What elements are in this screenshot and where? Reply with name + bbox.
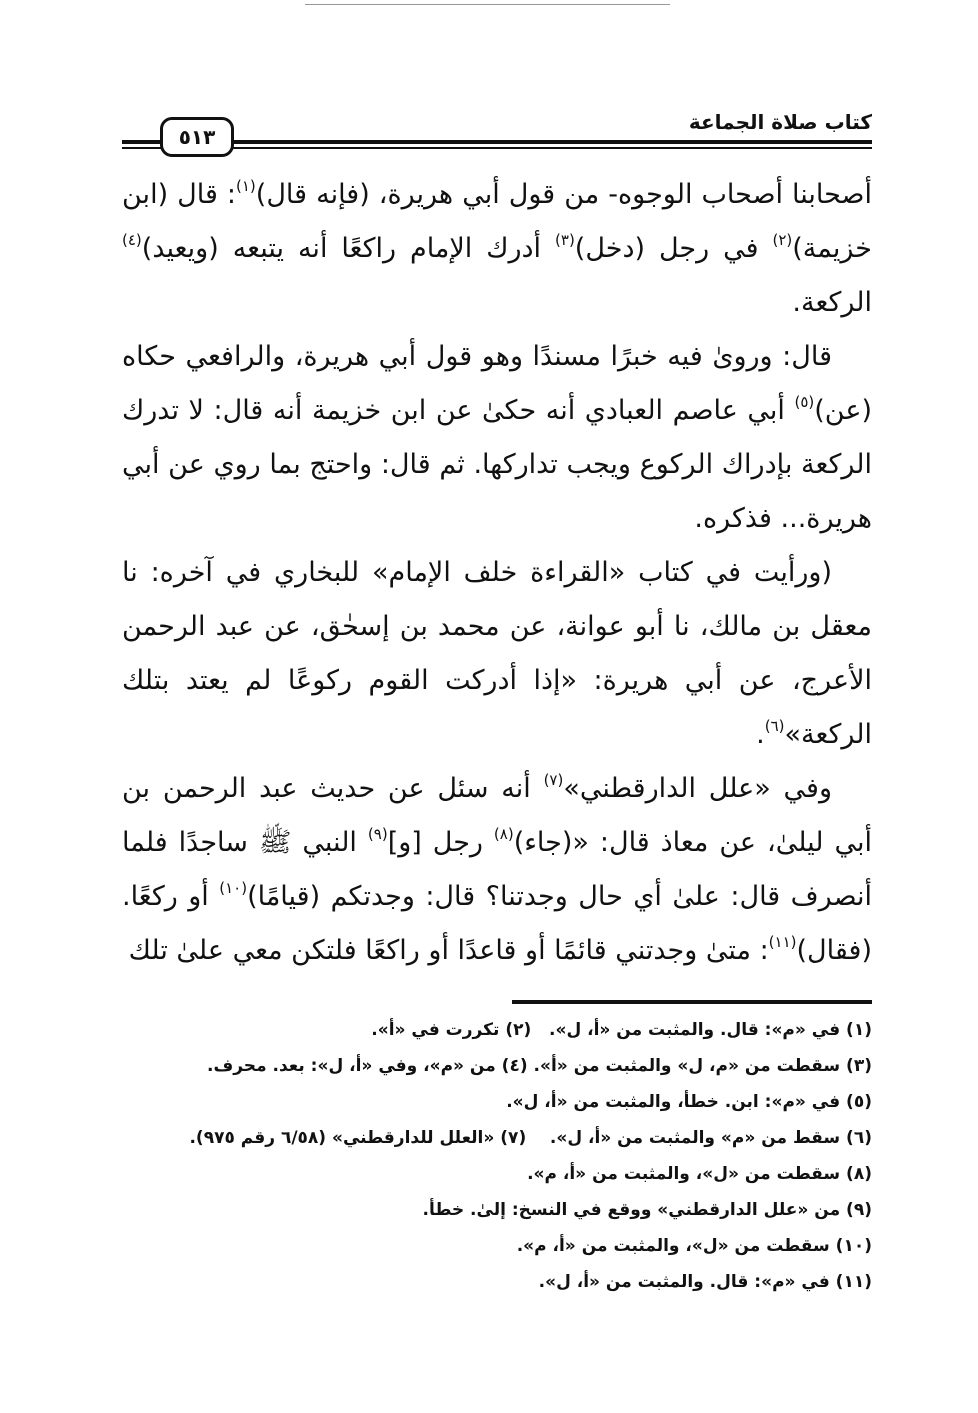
footnote: (١٠) سقطت من «ل»، والمثبت من «أ، م». bbox=[516, 1236, 872, 1256]
footnote: (١) في «م»: قال. والمثبت من «أ، ل». (٢) تكررت في «أ». bbox=[371, 1020, 872, 1040]
text-segment: أدرك الإمام راكعًا أنه يتبعه (ويعيد) bbox=[141, 233, 556, 264]
text-segment: أصحابنا أصحاب الوجوه- من قول أبي هريرة، (فإنه قال) bbox=[255, 179, 872, 210]
footnotes bbox=[122, 1012, 872, 1300]
paragraph bbox=[122, 546, 872, 762]
footnote: (٥) في «م»: ابن. خطأ، والمثبت من «أ، ل». bbox=[506, 1092, 872, 1112]
footnote-ref: (١٠) bbox=[219, 879, 248, 897]
text-segment: : قال (ابن خزيمة) bbox=[122, 179, 872, 264]
footnote: (٩) من «علل الدارقطني» ووقع في النسخ: إلىٰ. خطأ. bbox=[422, 1200, 872, 1220]
footnote: (٦) سقط من «م» والمثبت من «أ، ل». (٧) «العلل للدارقطني» (٦/٥٨ رقم ٩٧٥). bbox=[189, 1128, 872, 1148]
text-segment: أنه سئل عن حديث عبد الرحمن بن أبي ليلىٰ، عن معاذ قال: «(جاء) bbox=[122, 773, 873, 858]
text-segment: في رجل (دخل) bbox=[574, 233, 773, 264]
paragraph bbox=[122, 330, 872, 546]
footnote: (١١) في «م»: قال. والمثبت من «أ، ل». bbox=[538, 1272, 872, 1292]
footnote-ref: (١١) bbox=[768, 933, 797, 951]
text-segment: النبي ﷺ ساجدًا فلما أنصرف قال: علىٰ أي حال وجدتنا؟ قال: وجدتكم (قيامًا) bbox=[122, 827, 872, 912]
page-content bbox=[122, 0, 872, 1340]
footnote-ref: (٢) bbox=[772, 231, 793, 249]
footnote: (٨) سقطت من «ل»، والمثبت من «أ، م». bbox=[527, 1164, 872, 1184]
page-number: ٥١٣ bbox=[160, 117, 234, 157]
text-segment: . bbox=[756, 719, 765, 750]
text-segment: رجل [و] bbox=[387, 827, 494, 858]
footnote-ref: (٥) bbox=[794, 393, 815, 411]
text-segment: (ورأيت في كتاب «القراءة خلف الإمام» للبخاري في آخره: نا معقل بن مالك، نا أبو عوانة، عن محمد بن إسحٰق، عن عبد الرحمن الأعرج، عن أبي هريرة: «إذا أدركت القوم ركوعًا لم يعتد بتلك الركعة» bbox=[122, 557, 872, 750]
footnote-ref: (٨) bbox=[493, 825, 514, 843]
paragraph bbox=[122, 762, 872, 978]
footnote-ref: (٤) bbox=[122, 231, 142, 249]
paragraph bbox=[122, 168, 872, 330]
text-segment: الركعة. bbox=[792, 287, 872, 318]
footnote-ref: (٩) bbox=[367, 825, 388, 843]
text-segment: أو ركعًا. (فقال) bbox=[122, 881, 872, 966]
footnote-ref: (٧) bbox=[543, 771, 564, 789]
footnote-ref: (٣) bbox=[555, 231, 575, 249]
footnote-separator bbox=[512, 1000, 872, 1004]
footnote-ref: (٦) bbox=[764, 717, 785, 735]
chapter-title: كتاب صلاة الجماعة bbox=[688, 110, 872, 134]
text-segment: وفي «علل الدارقطني» bbox=[563, 773, 832, 804]
text-segment: قال: وروىٰ فيه خبرًا مسندًا وهو قول أبي هريرة، والرافعي حكاه (عن) bbox=[122, 341, 872, 426]
text-segment: : متىٰ وجدتني قائمًا أو قاعدًا أو راكعًا فلتكن معي علىٰ تلك bbox=[128, 935, 769, 966]
text-segment: أبي عاصم العبادي أنه حكىٰ عن ابن خزيمة أنه قال: لا تدرك الركعة بإدراك الركوع ويجب تداركها. ثم قال: واحتج بما روي عن أبي هريرة... فذكره. bbox=[122, 395, 872, 534]
footnote-ref: (١) bbox=[236, 177, 256, 195]
footnote: (٣) سقطت من «م، ل» والمثبت من «أ». (٤) من «م»، وفي «أ، ل»: بعد. محرف. bbox=[207, 1056, 872, 1076]
main-text bbox=[122, 168, 872, 978]
